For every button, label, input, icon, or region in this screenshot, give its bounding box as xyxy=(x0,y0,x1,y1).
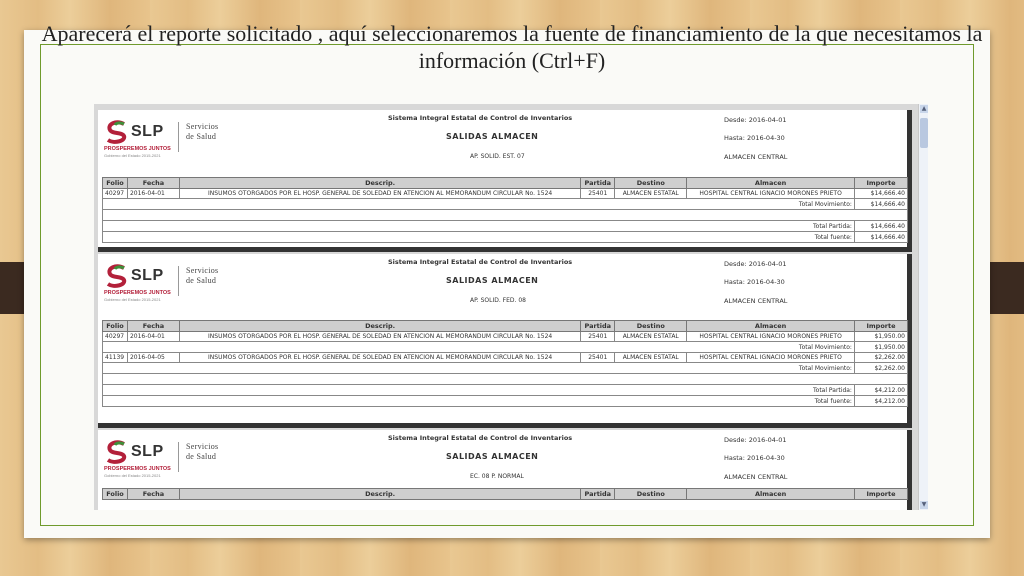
col-destino: Destino xyxy=(615,178,687,189)
col-destino: Destino xyxy=(615,321,687,332)
total-partida-value: $4,212.00 xyxy=(854,385,907,396)
col-partida: Partida xyxy=(581,321,615,332)
total-movimiento-label: Total Movimiento: xyxy=(103,199,855,210)
table-header-row xyxy=(103,489,908,500)
slp-logo-icon xyxy=(104,440,130,464)
hasta-date: Hasta: 2016-04-30 xyxy=(724,134,785,142)
report-table xyxy=(102,488,908,500)
table-header-row xyxy=(103,178,908,189)
cell-partida: 25401 xyxy=(581,332,615,342)
logo-subtitle: Gobierno del Estado 2015-2021 xyxy=(104,473,161,478)
total-fuente-value: $14,666.40 xyxy=(854,232,907,243)
servicios-line2: de Salud xyxy=(186,276,217,285)
blank-row xyxy=(103,374,908,385)
report-header xyxy=(98,110,907,174)
servicios-de-salud xyxy=(186,122,218,142)
table-header-row xyxy=(103,321,908,332)
cell-folio: 40297 xyxy=(103,189,128,199)
system-title: Sistema Integral Estatal de Control de Inventarios xyxy=(388,114,573,122)
logo-subtitle: Gobierno del Estado 2015-2021 xyxy=(104,297,161,302)
slp-logo-text: SLP xyxy=(131,267,164,284)
servicios-line1: Servicios xyxy=(186,266,219,275)
servicios-de-salud xyxy=(186,266,218,286)
col-importe: Importe xyxy=(854,321,907,332)
report-page xyxy=(98,110,912,252)
logo-divider xyxy=(178,266,179,296)
slp-logo xyxy=(104,440,182,484)
logo-slogan: PROSPEREMOS JUNTOS xyxy=(104,146,171,152)
slp-logo xyxy=(104,120,182,164)
col-fecha: Fecha xyxy=(127,178,179,189)
total-fuente-row xyxy=(103,396,908,407)
fuente-label: EC. 08 P. NORMAL xyxy=(470,473,524,480)
scroll-up-icon[interactable]: ▲ xyxy=(921,105,927,112)
report-header xyxy=(98,430,907,494)
col-descrip: Descrip. xyxy=(179,321,580,332)
cell-descrip: INSUMOS OTORGADOS POR EL HOSP. GENERAL DE SOLEDAD EN ATENCION AL MEMORANDUM CIRCULAR No. 1524 xyxy=(179,353,580,363)
slp-logo xyxy=(104,264,182,308)
report-viewer[interactable] xyxy=(94,104,928,510)
cell-almacen: HOSPITAL CENTRAL IGNACIO MORONES PRIETO xyxy=(687,189,855,199)
slp-logo-icon xyxy=(104,264,130,288)
total-fuente-row xyxy=(103,232,908,243)
col-fecha: Fecha xyxy=(127,321,179,332)
almacen-central: ALMACEN CENTRAL xyxy=(724,297,788,305)
report-header xyxy=(98,254,907,318)
col-folio: Folio xyxy=(103,489,128,500)
report-table xyxy=(102,320,908,407)
vertical-scrollbar[interactable] xyxy=(918,104,928,510)
cell-importe: $2,262.00 xyxy=(854,353,907,363)
col-almacen: Almacen xyxy=(687,178,855,189)
report-table xyxy=(102,177,908,243)
col-almacen: Almacen xyxy=(687,489,855,500)
report-page xyxy=(98,254,912,428)
cell-fecha: 2016-04-01 xyxy=(127,189,179,199)
cell-folio: 41139 xyxy=(103,353,128,363)
scroll-thumb[interactable] xyxy=(920,118,928,148)
slide-title: Aparecerá el reporte solicitado , aquí seleccionaremos la fuente de financiamiento de la que necesitamos la información (Ctrl+F) xyxy=(41,21,983,73)
slp-logo-text: SLP xyxy=(131,443,164,460)
total-fuente-label: Total fuente: xyxy=(103,396,855,407)
cell-destino: ALMACEN ESTATAL xyxy=(615,189,687,199)
desde-date: Desde: 2016-04-01 xyxy=(724,116,787,124)
cell-destino: ALMACEN ESTATAL xyxy=(615,332,687,342)
desde-date: Desde: 2016-04-01 xyxy=(724,260,787,268)
total-partida-value: $14,666.40 xyxy=(854,221,907,232)
col-partida: Partida xyxy=(581,489,615,500)
logo-divider xyxy=(178,122,179,152)
servicios-line1: Servicios xyxy=(186,442,219,451)
cell-descrip: INSUMOS OTORGADOS POR EL HOSP. GENERAL DE SOLEDAD EN ATENCION AL MEMORANDUM CIRCULAR No. 1524 xyxy=(179,189,580,199)
table-row xyxy=(103,332,908,342)
system-title: Sistema Integral Estatal de Control de Inventarios xyxy=(388,434,573,442)
total-fuente-value: $4,212.00 xyxy=(854,396,907,407)
col-descrip: Descrip. xyxy=(179,178,580,189)
col-partida: Partida xyxy=(581,178,615,189)
col-importe: Importe xyxy=(854,489,907,500)
col-destino: Destino xyxy=(615,489,687,500)
total-movimiento-row xyxy=(103,199,908,210)
cell-fecha: 2016-04-01 xyxy=(127,332,179,342)
report-title: SALIDAS ALMACEN xyxy=(446,452,539,461)
total-movimiento-label: Total Movimiento: xyxy=(103,342,855,353)
total-movimiento-row xyxy=(103,363,908,374)
cell-partida: 25401 xyxy=(581,353,615,363)
cell-descrip: INSUMOS OTORGADOS POR EL HOSP. GENERAL DE SOLEDAD EN ATENCION AL MEMORANDUM CIRCULAR No. 1524 xyxy=(179,332,580,342)
col-almacen: Almacen xyxy=(687,321,855,332)
almacen-central: ALMACEN CENTRAL xyxy=(724,473,788,481)
total-movimiento-value: $2,262.00 xyxy=(854,363,907,374)
slp-logo-icon xyxy=(104,120,130,144)
report-title: SALIDAS ALMACEN xyxy=(446,276,539,285)
report-page xyxy=(98,430,912,510)
logo-divider xyxy=(178,442,179,472)
blank-row xyxy=(103,210,908,221)
col-importe: Importe xyxy=(854,178,907,189)
logo-slogan: PROSPEREMOS JUNTOS xyxy=(104,290,171,296)
total-partida-row xyxy=(103,385,908,396)
cell-fecha: 2016-04-05 xyxy=(127,353,179,363)
scroll-down-icon[interactable]: ▼ xyxy=(921,501,927,508)
cell-almacen: HOSPITAL CENTRAL IGNACIO MORONES PRIETO xyxy=(687,353,855,363)
table-row xyxy=(103,189,908,199)
slp-logo-text: SLP xyxy=(131,123,164,140)
total-movimiento-row xyxy=(103,342,908,353)
logo-subtitle: Gobierno del Estado 2015-2021 xyxy=(104,153,161,158)
almacen-central: ALMACEN CENTRAL xyxy=(724,153,788,161)
col-folio: Folio xyxy=(103,178,128,189)
total-partida-label: Total Partida: xyxy=(103,221,855,232)
total-movimiento-value: $1,950.00 xyxy=(854,342,907,353)
fuente-label: AP. SOLID. FED. 08 xyxy=(470,297,526,304)
report-title: SALIDAS ALMACEN xyxy=(446,132,539,141)
desde-date: Desde: 2016-04-01 xyxy=(724,436,787,444)
hasta-date: Hasta: 2016-04-30 xyxy=(724,278,785,286)
servicios-line2: de Salud xyxy=(186,452,217,461)
logo-slogan: PROSPEREMOS JUNTOS xyxy=(104,466,171,472)
servicios-line1: Servicios xyxy=(186,122,219,131)
servicios-de-salud xyxy=(186,442,218,462)
cell-almacen: HOSPITAL CENTRAL IGNACIO MORONES PRIETO xyxy=(687,332,855,342)
hasta-date: Hasta: 2016-04-30 xyxy=(724,454,785,462)
cell-destino: ALMACEN ESTATAL xyxy=(615,353,687,363)
total-fuente-label: Total fuente: xyxy=(103,232,855,243)
system-title: Sistema Integral Estatal de Control de Inventarios xyxy=(388,258,573,266)
cell-importe: $1,950.00 xyxy=(854,332,907,342)
fuente-label: AP. SOLID. EST. 07 xyxy=(470,153,525,160)
servicios-line2: de Salud xyxy=(186,132,217,141)
table-row xyxy=(103,353,908,363)
col-descrip: Descrip. xyxy=(179,489,580,500)
cell-partida: 25401 xyxy=(581,189,615,199)
total-movimiento-value: $14,666.40 xyxy=(854,199,907,210)
cell-folio: 40297 xyxy=(103,332,128,342)
total-movimiento-label: Total Movimiento: xyxy=(103,363,855,374)
total-partida-row xyxy=(103,221,908,232)
col-folio: Folio xyxy=(103,321,128,332)
col-fecha: Fecha xyxy=(127,489,179,500)
total-partida-label: Total Partida: xyxy=(103,385,855,396)
cell-importe: $14,666.40 xyxy=(854,189,907,199)
